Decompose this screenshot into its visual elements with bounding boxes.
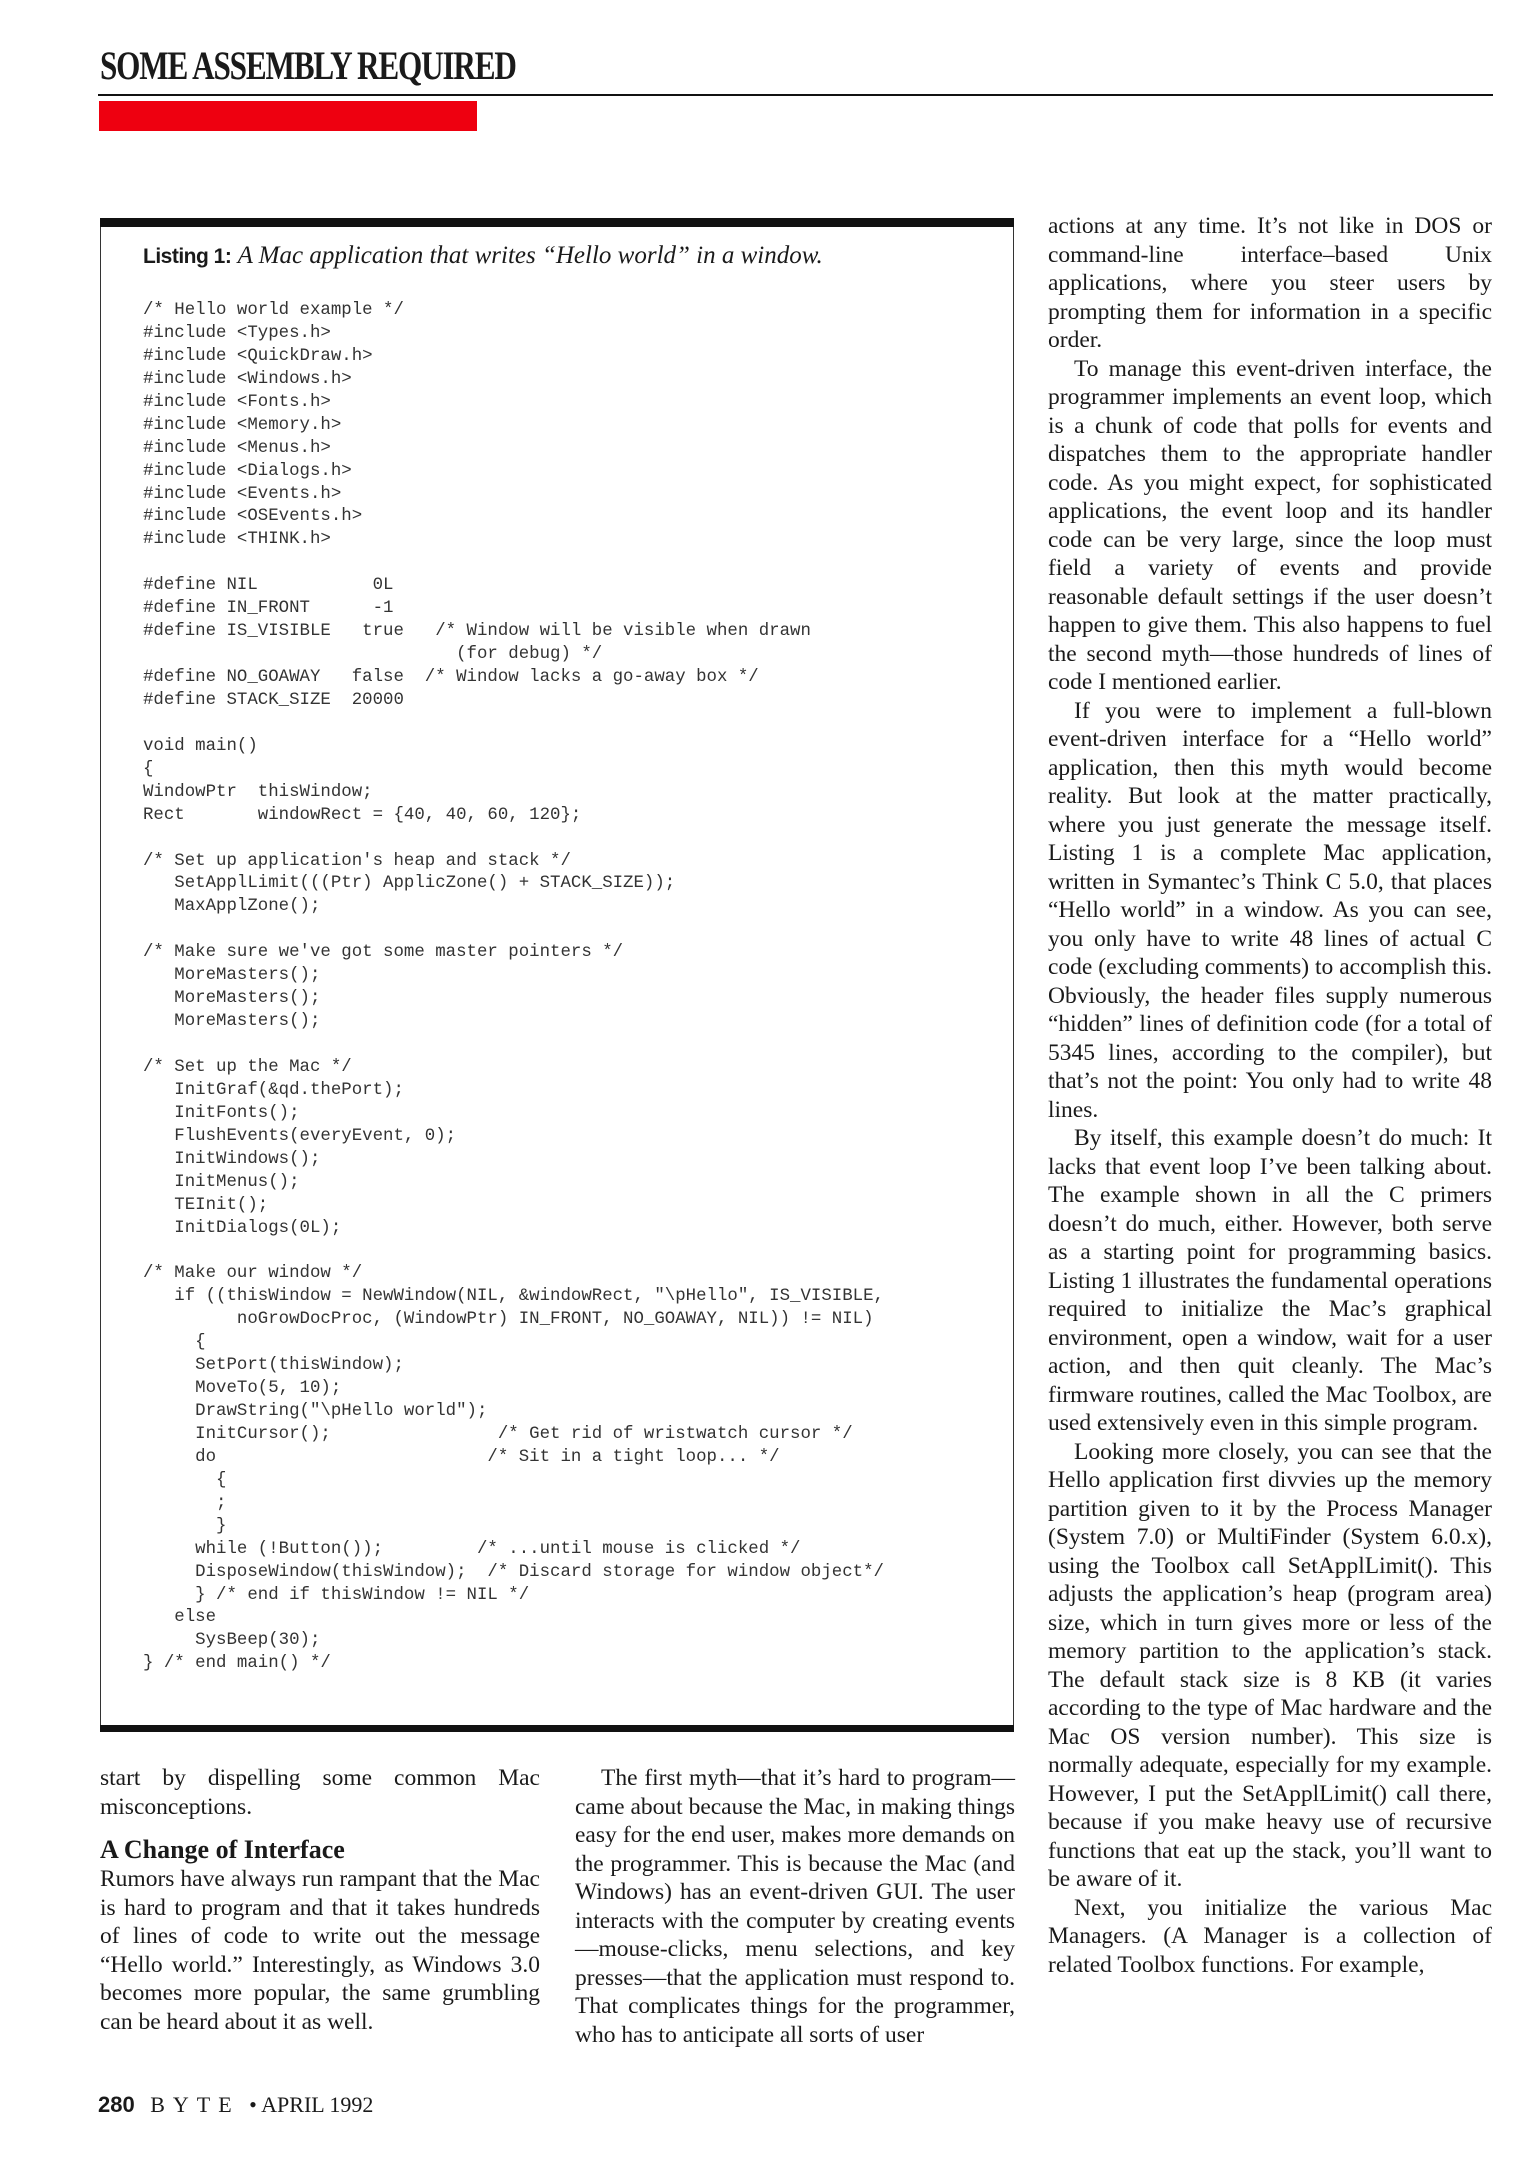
section-title: SOME ASSEMBLY REQUIRED: [100, 43, 516, 88]
code-line: #include <Fonts.h>: [143, 392, 331, 412]
code-line: DisposeWindow(thisWindow); /* Discard storage for window object*/: [143, 1562, 884, 1582]
code-line: [143, 1240, 884, 1263]
code-line: #define NO_GOAWAY false /* Window lacks a go-away box */: [143, 668, 759, 687]
intro-paragraph: start by dispelling some common Mac misconceptions.: [100, 1765, 540, 1820]
body-paragraph: To manage this event-driven interface, the programmer implements an event loop, which is a chunk of code that polls for events and dispatches them to the appropriate handler code. As you might expect, for sophisticated applications, the event loop and its handler code can be very large, since the loop must field a variety of events and provide reasonable default settings if the user doesn’t happen to give them. This also happens to fuel the second myth—those hundreds of lines of code I mentioned earlier.: [1048, 355, 1492, 695]
code-line: InitDialogs(0L);: [143, 1218, 342, 1238]
code-line: #define STACK_SIZE 20000: [143, 690, 404, 710]
code-line: noGrowDocProc, (WindowPtr) IN_FRONT, NO_GOAWAY, NIL)) != NIL): [143, 1310, 874, 1330]
code-line: /* Set up the Mac */: [143, 1057, 352, 1077]
listing-title: A Mac application that writes “Hello world” in a window.: [237, 242, 823, 269]
code-line: ;: [143, 1493, 227, 1513]
separator: •: [249, 2092, 257, 2117]
code-line: while (!Button()); /* ...until mouse is clicked */: [143, 1539, 801, 1559]
body-paragraph: Rumors have always run rampant that the Mac is hard to program and that it takes hundreds of lines of code to write out the message “Hello world.” Interestingly, as Windows 3.0 becomes more popular, the same grumbling can be heard about it as well.: [100, 1866, 540, 2035]
body-paragraph: Next, you initialize the various Mac Managers. (A Manager is a collection of related Toolbox functions. For example,: [1048, 1894, 1492, 1978]
code-line: /* Hello world example */: [143, 301, 404, 320]
code-line: /* Make sure we've got some master pointers */: [143, 943, 624, 963]
code-line: do /* Sit in a tight loop... */: [143, 1447, 780, 1467]
code-line: }: [143, 1516, 227, 1536]
code-line: InitCursor(); /* Get rid of wristwatch cursor */: [143, 1424, 853, 1444]
code-line: Rect windowRect = {40, 40, 60, 120};: [143, 805, 582, 825]
right-column: [1048, 212, 1492, 1979]
left-column: [100, 1764, 540, 2036]
page-footer: [98, 2092, 373, 2118]
code-line: #include <Events.h>: [143, 484, 342, 504]
code-line: #include <Menus.h>: [143, 438, 331, 458]
code-line: #include <THINK.h>: [143, 530, 331, 550]
code-line: #include <Types.h>: [143, 323, 331, 343]
code-line: MoreMasters();: [143, 1012, 321, 1032]
code-line: } /* end if thisWindow != NIL */: [143, 1585, 530, 1605]
code-line: [143, 828, 884, 851]
code-line: #include <OSEvents.h>: [143, 507, 363, 527]
code-line: InitMenus();: [143, 1172, 300, 1192]
code-line: MoreMasters();: [143, 989, 321, 1009]
listing-caption: [143, 242, 823, 270]
listing-bottom-bar: [100, 1725, 1014, 1732]
code-line: else: [143, 1608, 217, 1628]
listing-top-bar: [100, 218, 1014, 227]
code-line: /* Set up application's heap and stack */: [143, 851, 571, 871]
section-heading: A Change of Interface: [100, 1835, 345, 1864]
code-line: [143, 919, 884, 942]
code-line: #define NIL 0L: [143, 576, 394, 596]
code-line: TEInit();: [143, 1195, 269, 1215]
code-line: (for debug) */: [143, 645, 603, 665]
code-line: [143, 713, 884, 736]
code-line: #include <Dialogs.h>: [143, 461, 352, 481]
code-line: SetApplLimit(((Ptr) ApplicZone() + STACK_SIZE));: [143, 874, 676, 894]
listing-box: [100, 218, 1014, 1726]
magazine-name: BYTE: [150, 2092, 240, 2117]
body-paragraph: By itself, this example doesn’t do much: It lacks that event loop I’ve been talking about. The example shown in all the C primers doesn’t do much, either. However, both serve as a starting point for programming basics. Listing 1 illustrates the fundamental operations required to initialize the Mac’s graphical environment, open a window, wait for a user action, and then quit cleanly. The Mac’s firmware routines, called the Mac Toolbox, are used extensively even in this simple program.: [1048, 1125, 1492, 1436]
code-line: InitWindows();: [143, 1149, 321, 1169]
code-line: FlushEvents(everyEvent, 0);: [143, 1126, 457, 1146]
body-paragraph: The first myth—that it’s hard to program—came about because the Mac, in making things easy for the end user, makes more demands on the programmer. This is because the Mac (and Windows) has an event-driven GUI. The user interacts with the computer by creating events—mouse-clicks, menu selections, and key presses—that the application must respond to. That complicates things for the programmer, who has to anticipate all sorts of user: [575, 1765, 1015, 2048]
code-listing: [143, 300, 884, 1676]
code-line: #define IN_FRONT -1: [143, 599, 394, 619]
code-line: #include <Windows.h>: [143, 369, 352, 389]
code-line: MoreMasters();: [143, 966, 321, 986]
code-line: [143, 1034, 884, 1057]
middle-column: [575, 1764, 1015, 2049]
code-line: #include <QuickDraw.h>: [143, 346, 373, 366]
code-line: SysBeep(30);: [143, 1631, 321, 1651]
code-line: void main(): [143, 736, 258, 756]
header-rule: [98, 94, 1493, 96]
code-line: [143, 552, 884, 575]
code-line: #define IS_VISIBLE true /* Window will be visible when drawn: [143, 622, 811, 642]
code-line: {: [143, 759, 154, 779]
code-line: MoveTo(5, 10);: [143, 1379, 342, 1399]
code-line: } /* end main() */: [143, 1654, 331, 1674]
code-line: {: [143, 1333, 206, 1353]
code-line: DrawString("\pHello world");: [143, 1402, 488, 1421]
body-paragraph: If you were to implement a full-blown event-driven interface for a “Hello world” application, then this myth would become reality. But look at the matter practically, where you just generate the message itself. Listing 1 is a complete Mac application, written in Symantec’s Think C 5.0, that places “Hello world” in a window. As you can see, you only have to write 48 lines of actual C code (excluding comments) to accomplish this. Obviously, the header files supply numerous “hidden” lines of definition code (for a total of 5345 lines, according to the compiler), but that’s not the point: You only had to write 48 lines.: [1048, 697, 1492, 1123]
code-line: WindowPtr thisWindow;: [143, 782, 373, 802]
red-accent-bar: [99, 101, 477, 131]
code-line: MaxApplZone();: [143, 897, 321, 917]
body-paragraph: actions at any time. It’s not like in DOS or command-line interface–based Unix applications, where you steer users by prompting them for information in a specific order.: [1048, 213, 1492, 353]
code-line: InitGraf(&qd.thePort);: [143, 1080, 404, 1100]
code-line: if ((thisWindow = NewWindow(NIL, &windowRect, "\pHello", IS_VISIBLE,: [143, 1287, 884, 1307]
code-line: {: [143, 1470, 227, 1490]
code-line: /* Make our window */: [143, 1264, 363, 1284]
listing-label: Listing 1:: [143, 245, 232, 268]
body-paragraph: Looking more closely, you can see that the Hello application first divvies up the memory partition given to it by the Process Manager (System 7.0) or MultiFinder (System 6.0.x), using the Toolbox call SetApplLimit(). This adjusts the application’s heap (program area) size, which in turn gives more or less of the memory partition to the application’s stack. The default stack size is 8 KB (it varies according to the type of Mac hardware and the Mac OS version number). This size is normally adequate, especially for my example. However, I put the SetApplLimit() call there, because if you make heavy use of recursive functions that eat up the stack, you’ll want to be aware of it.: [1048, 1438, 1492, 1892]
issue-date: APRIL 1992: [261, 2092, 374, 2117]
code-line: SetPort(thisWindow);: [143, 1356, 404, 1376]
page-number: 280: [98, 2092, 135, 2117]
code-line: InitFonts();: [143, 1103, 300, 1123]
code-line: #include <Memory.h>: [143, 415, 342, 435]
